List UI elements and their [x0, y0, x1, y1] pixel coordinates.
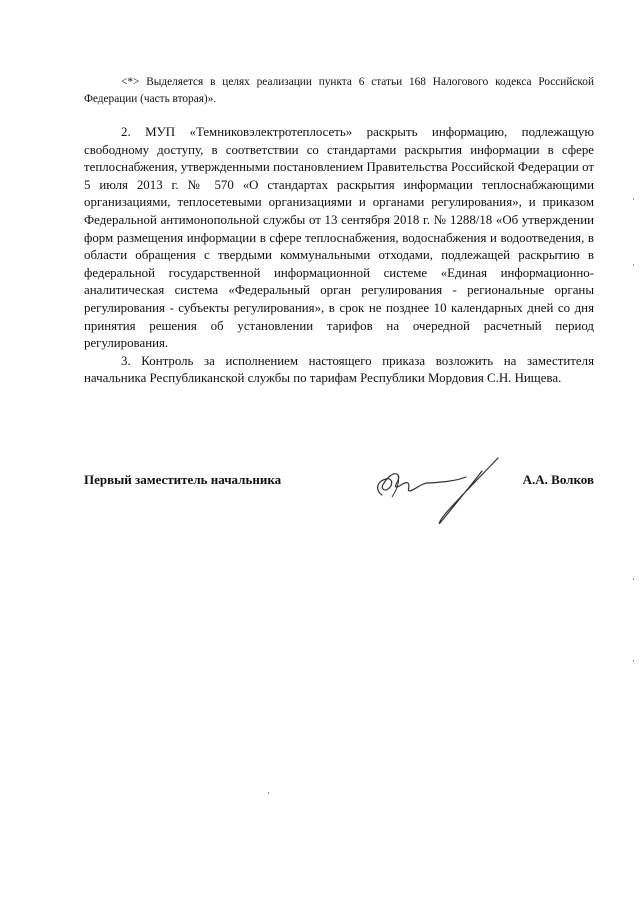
- scan-mark: [633, 264, 634, 266]
- scan-mark: [633, 198, 634, 200]
- scan-mark: [633, 578, 634, 580]
- signatory-title: Первый заместитель начальника: [84, 472, 282, 487]
- signatory-name: А.А. Волков: [522, 472, 594, 487]
- document-body: [84, 124, 594, 388]
- paragraph-3: 3. Контроль за исполнением настоящего приказа возложить на заместителя начальника Республиканской службы по тарифам Республики Мордовия С.Н. Нищева.: [84, 353, 594, 386]
- scan-mark: [633, 660, 634, 662]
- paragraph-2: 2. МУП «Темниковэлектротеплосеть» раскрыть информацию, подлежащую свободному доступу, в соответствии со стандартами раскрытия информации в сфере теплоснабжения, утвержденными постановлением Правительства Российской Федерации от 5 июля 2013 г. № 570 «О стандартах раскрытия информации теплоснабжающими организациями, теплосетевыми организациями и органами регулирования», и приказом Федеральной антимонопольной службы от 13 сентября 2018 г. № 1288/18 «Об утверждении форм размещения информации в сфере теплоснабжения, водоснабжения и водоотведения, в области обращения с твердыми коммунальными отходами, подлежащей раскрытию в федеральной государственной информационной системе «Единая информационно-аналитическая система «Федеральный орган регулирования - региональные органы регулирования - субъекты регулирования», в срок не позднее 10 календарных дней со дня принятия решения об установлении тарифов на очередной расчетный период регулирования.: [84, 125, 594, 351]
- handwritten-signature: [368, 455, 503, 530]
- scan-mark: [268, 792, 269, 794]
- footnote: <*> Выделяется в целях реализации пункта 6 статьи 168 Налогового кодекса Российской Федерации (часть вторая)».: [84, 76, 594, 105]
